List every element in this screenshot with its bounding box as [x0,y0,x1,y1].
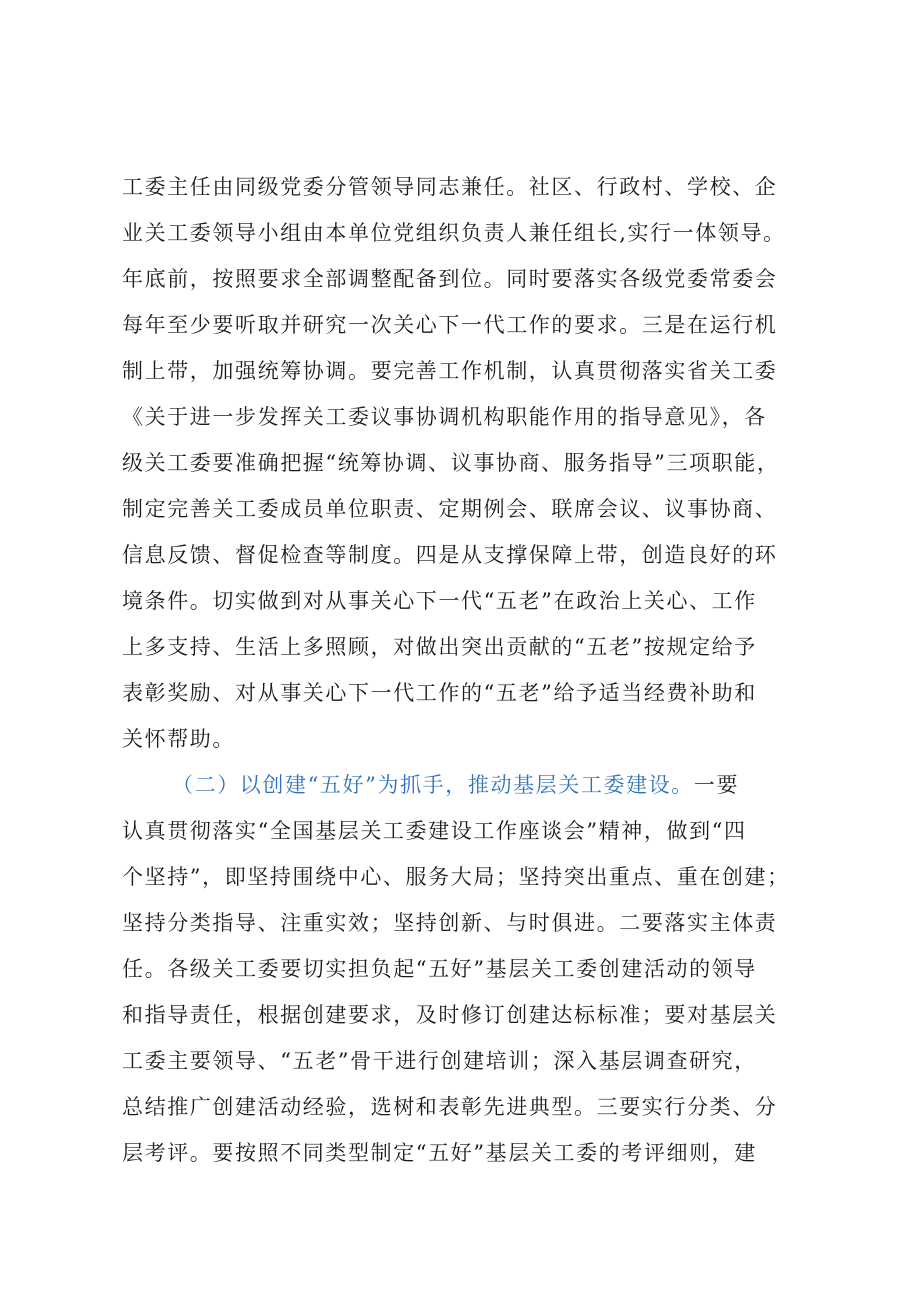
paragraph-line: 年底前，按照要求全部调整配备到位。同时要落实各级党委常委会 [122,267,778,291]
section-line: 总结推广创建活动经验，选树和表彰先进典型。三要实行分类、分 [122,1095,778,1119]
paragraph-line: 表彰奖励、对从事关心下一代工作的“五老”给予适当经费补助和 [122,681,757,705]
paragraph-line: 制上带，加强统筹协调。要完善工作机制，认真贯彻落实省关工委 [122,359,778,383]
paragraph-line: 每年至少要听取并研究一次关心下一代工作的要求。三是在运行机 [122,313,778,337]
paragraph-line: 制定完善关工委成员单位职责、定期例会、联席会议、议事协商、 [122,497,778,521]
paragraph-line: 关怀帮助。 [122,727,235,751]
paragraph-line: 境条件。切实做到对从事关心下一代“五老”在政治上关心、工作 [122,589,757,613]
section-heading: （二）以创建“五好”为抓手，推动基层关工委建设。 [172,773,694,797]
section-line: 和指导责任，根据创建要求，及时修订创建达标标准；要对基层关 [122,1003,778,1027]
section-line: 任。各级关工委要切实担负起“五好”基层关工委创建活动的领导 [122,957,757,981]
paragraph-line: 级关工委要准确把握“统筹协调、议事协商、服务指导”三项职能， [122,451,780,475]
paragraph-line: 信息反馈、督促检查等制度。四是从支撑保障上带，创造良好的环 [122,543,778,567]
section-line: 层考评。要按照不同类型制定“五好”基层关工委的考评细则，建 [122,1141,757,1165]
section-heading-tail: 一要 [693,773,740,797]
section-line: 个坚持”，即坚持围绕中心、服务大局；坚持突出重点、重在创建； [122,865,790,889]
paragraph-line: 业关工委领导小组由本单位党组织负责人兼任组长,实行一体领导。 [122,221,786,245]
section-line: 认真贯彻落实“全国基层关工委建设工作座谈会”精神，做到“四 [122,819,747,843]
section-line: 工委主要领导、“五老”骨干进行创建培训；深入基层调查研究， [122,1049,757,1073]
paragraph-line: 上多支持、生活上多照顾，对做出突出贡献的“五老”按规定给予 [122,635,757,659]
paragraph-line: 《关于进一步发挥关工委议事协调机构职能作用的指导意见》，各 [122,405,767,429]
section-line: 坚持分类指导、注重实效；坚持创新、与时俱进。二要落实主体责 [122,911,778,935]
document-body [122,164,822,1176]
section-heading-line [122,762,822,808]
paragraph-line: 工委主任由同级党委分管领导同志兼任。社区、行政村、学校、企 [122,175,778,199]
